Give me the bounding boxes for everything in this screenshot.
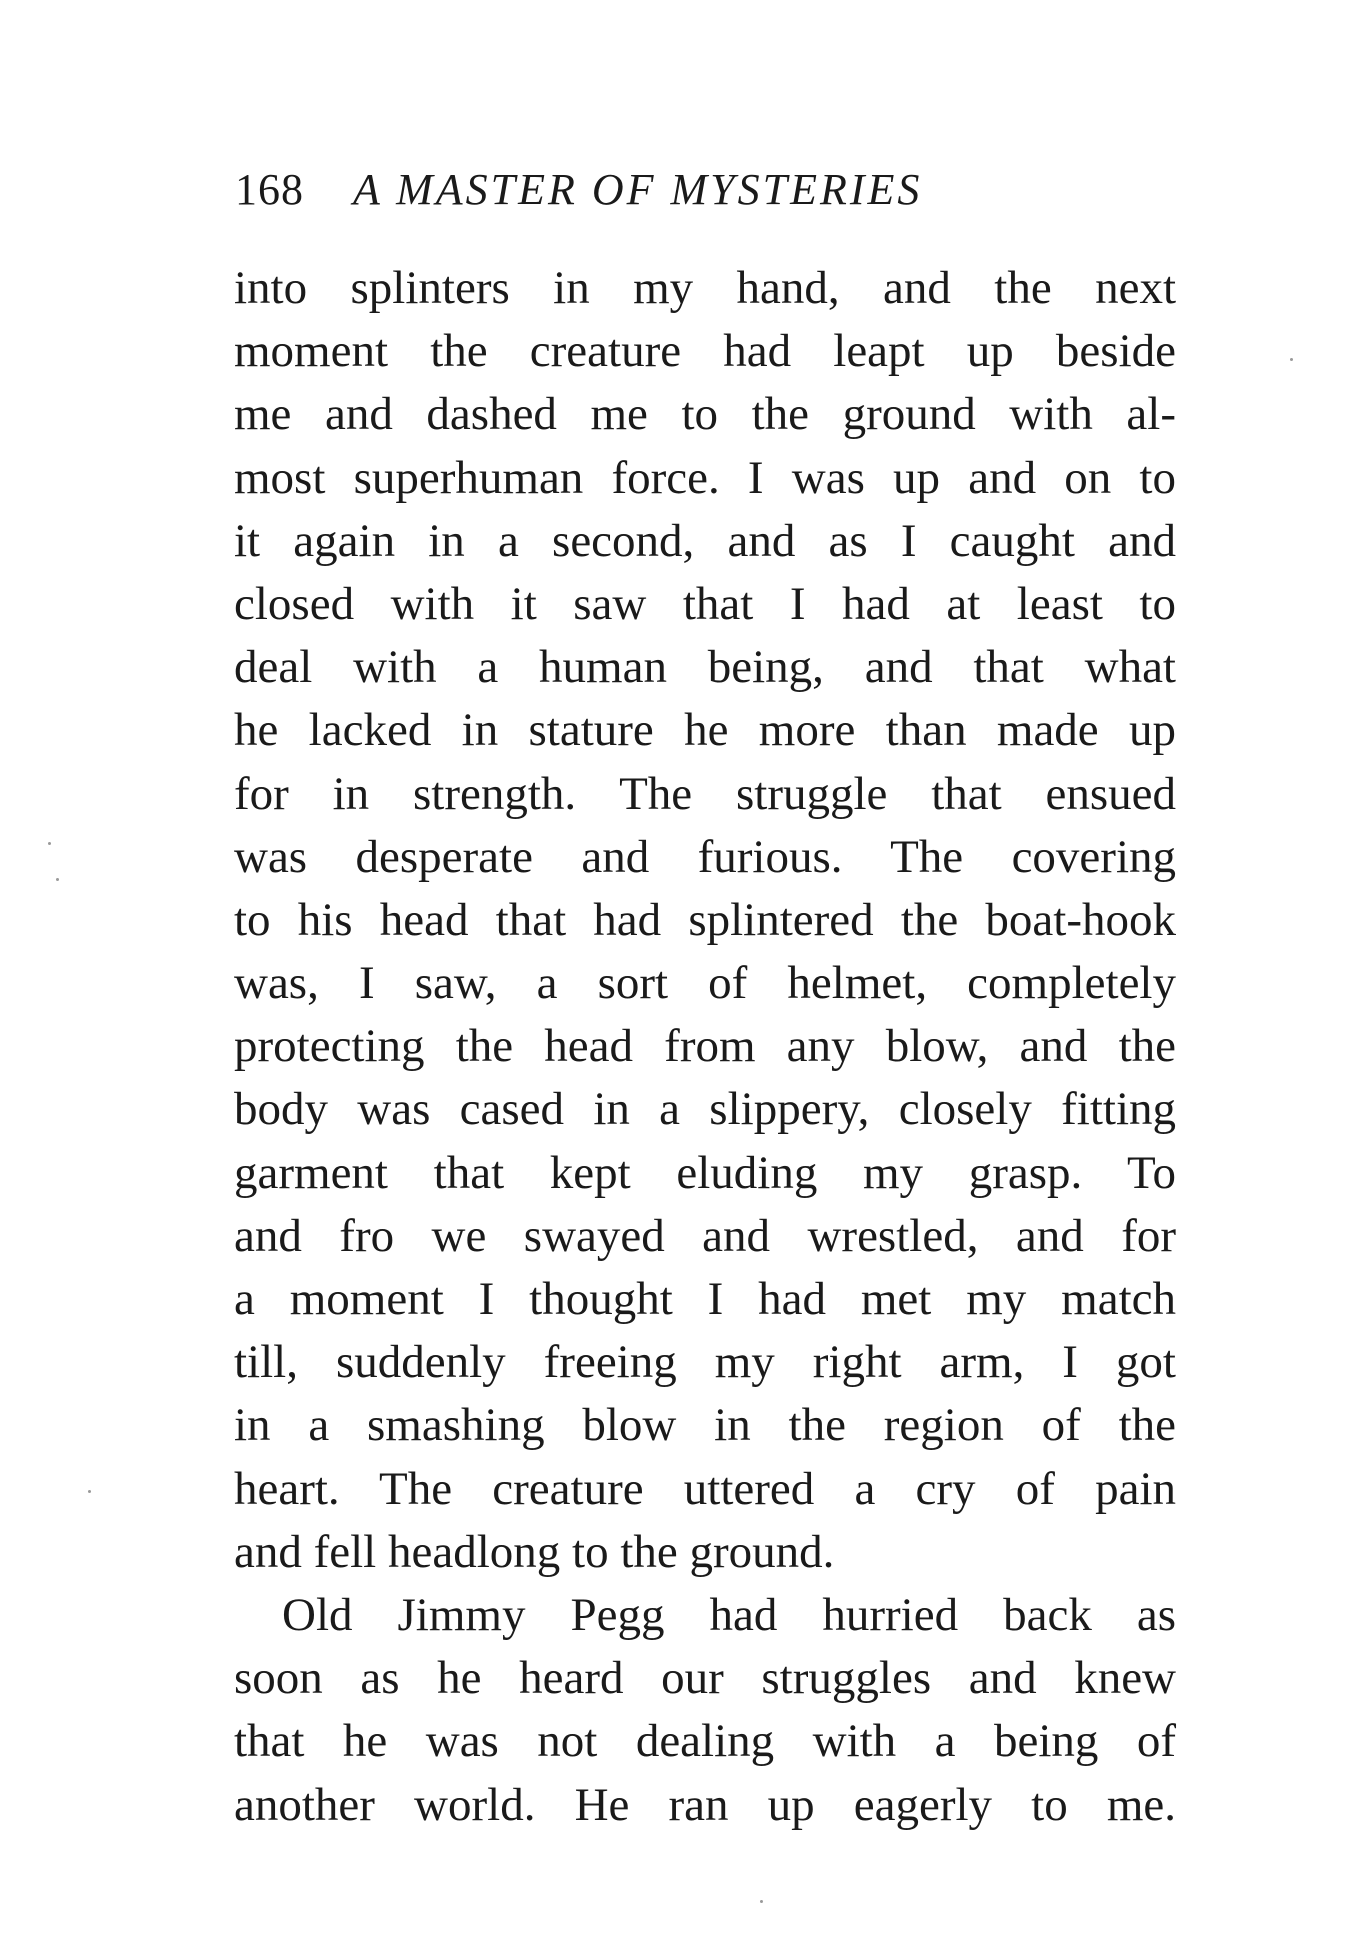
paragraph-1 bbox=[234, 257, 1176, 1584]
text-line: protecting the head from any blow, and the bbox=[234, 1020, 1176, 1073]
text-line: Old Jimmy Pegg had hurried back as bbox=[282, 1588, 1176, 1641]
body-text bbox=[234, 257, 1176, 1837]
text-line: and fro we swayed and wrestled, and for bbox=[234, 1209, 1176, 1262]
text-line: deal with a human being, and that what bbox=[234, 641, 1176, 694]
paper-speck bbox=[1290, 358, 1293, 361]
text-line: into splinters in my hand, and the next bbox=[234, 262, 1176, 314]
text-line: in a smashing blow in the region of the bbox=[234, 1399, 1176, 1452]
book-title: A MASTER OF MYSTERIES bbox=[353, 165, 923, 214]
text-line: that he was not dealing with a being of bbox=[234, 1715, 1176, 1768]
paper-speck bbox=[760, 1900, 763, 1903]
text-line: to his head that had splintered the boat-hook bbox=[234, 893, 1176, 946]
running-head bbox=[235, 160, 995, 220]
text-line: heart. The creature uttered a cry of pain bbox=[234, 1462, 1176, 1515]
paper-speck bbox=[88, 1490, 91, 1493]
text-line: it again in a second, and as I caught and bbox=[234, 514, 1176, 567]
text-line: was desperate and furious. The covering bbox=[234, 830, 1176, 883]
text-line: was, I saw, a sort of helmet, completely bbox=[234, 957, 1176, 1010]
text-line: he lacked in stature he more than made up bbox=[234, 704, 1176, 757]
paper-speck bbox=[56, 878, 59, 881]
text-line: for in strength. The struggle that ensued bbox=[234, 767, 1176, 820]
text-line: soon as he heard our struggles and knew bbox=[234, 1652, 1176, 1705]
text-line: another world. He ran up eagerly to me. bbox=[234, 1778, 1176, 1831]
text-line: garment that kept eluding my grasp. To bbox=[234, 1146, 1176, 1199]
text-line: body was cased in a slippery, closely fitting bbox=[234, 1083, 1176, 1136]
text-line: me and dashed me to the ground with al- bbox=[234, 388, 1176, 441]
paper-speck bbox=[48, 842, 51, 845]
text-line: most superhuman force. I was up and on to bbox=[234, 451, 1176, 504]
text-line: and fell headlong to the ground. bbox=[234, 1525, 835, 1578]
text-line: till, suddenly freeing my right arm, I got bbox=[234, 1336, 1176, 1389]
paragraph-2 bbox=[234, 1584, 1176, 1837]
text-line: closed with it saw that I had at least to bbox=[234, 577, 1176, 630]
text-line: moment the creature had leapt up beside bbox=[234, 325, 1176, 378]
page-number: 168 bbox=[235, 165, 304, 214]
text-line: a moment I thought I had met my match bbox=[234, 1273, 1176, 1325]
